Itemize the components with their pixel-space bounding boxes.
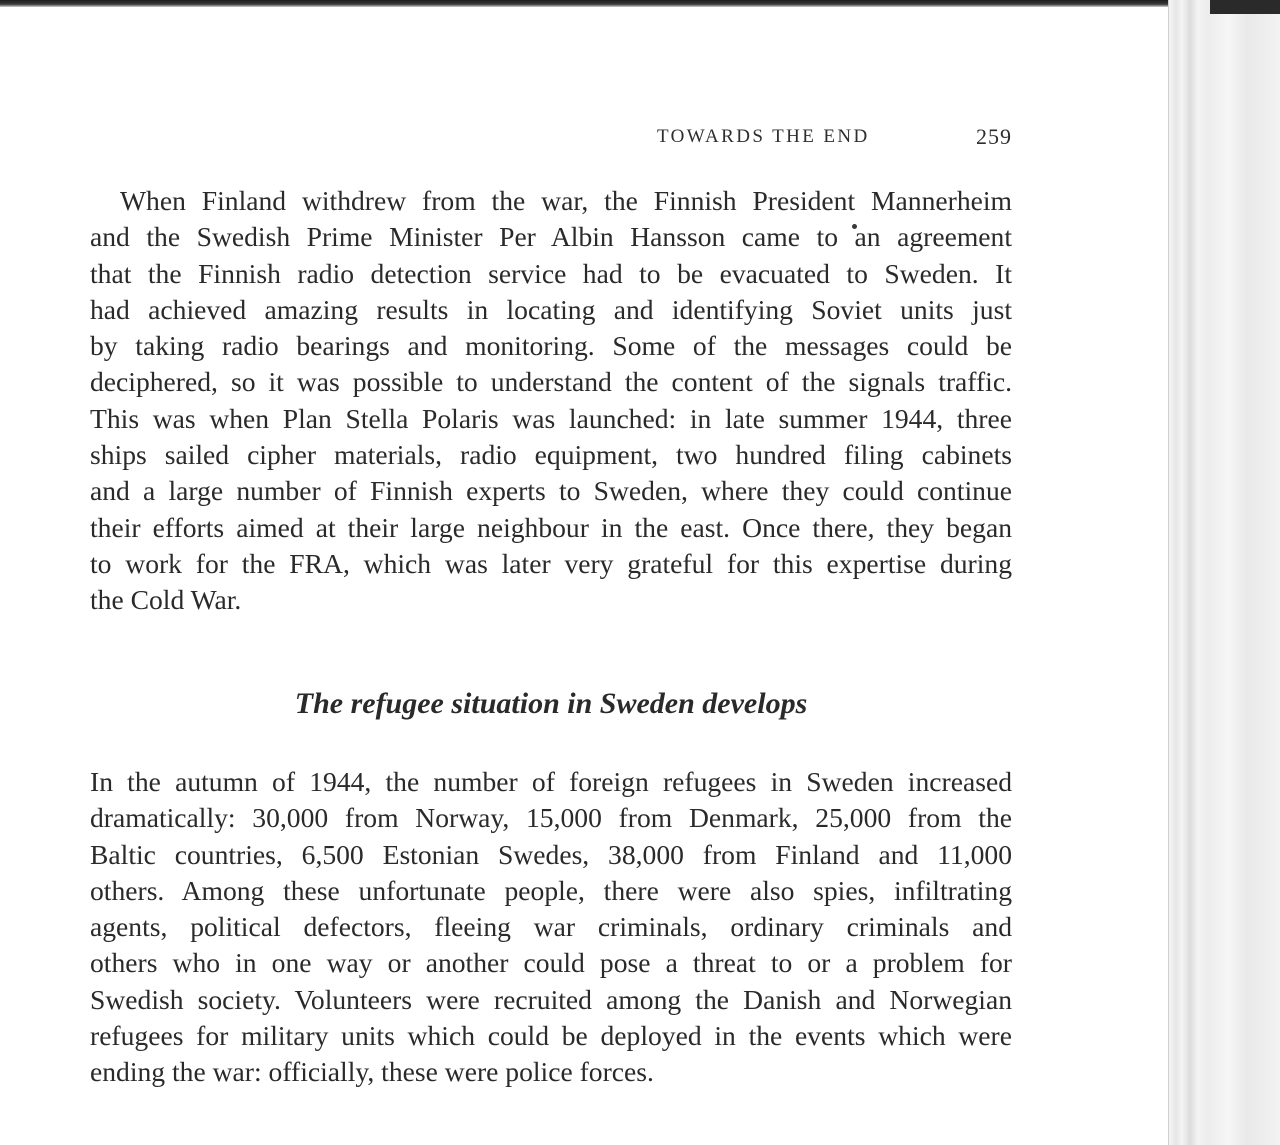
text-line: others who in one way or another could pose a threat to or a problem for	[90, 947, 1012, 979]
text-line: In the autumn of 1944, the number of foreign refugees in Sweden increased	[90, 766, 1012, 797]
text-line: to work for the FRA, which was later very grateful for this expertise during	[90, 547, 1012, 579]
scan-top-edge	[0, 0, 1180, 7]
book-page	[0, 7, 1168, 1145]
text-line: When Finland withdrew from the war, the Finnish President Mannerheim	[120, 185, 1012, 216]
running-head	[600, 122, 1012, 152]
text-line: the Cold War.	[90, 584, 242, 616]
paragraph-refugee-numbers	[90, 764, 1012, 1091]
page-stack-edge	[1168, 0, 1280, 1145]
text-line: and the Swedish Prime Minister Per Albin Hansson came to an agreement	[90, 221, 1012, 253]
text-line: their efforts aimed at their large neighbour in the east. Once there, they began	[90, 511, 1012, 543]
text-line: Baltic countries, 6,500 Estonian Swedes, 38,000 from Finland and 11,000	[90, 838, 1012, 870]
text-line: ending the war: officially, these were police forces.	[90, 1056, 654, 1088]
running-head-title: TOWARDS THE END	[657, 126, 870, 147]
text-line: others. Among these unfortunate people, there were also spies, infiltrating	[90, 874, 1012, 906]
text-line: ships sailed cipher materials, radio equipment, two hundred filing cabinets	[90, 439, 1012, 471]
text-line: refugees for military units which could be deployed in the events which were	[90, 1020, 1012, 1052]
text-line: that the Finnish radio detection service had to be evacuated to Sweden. It	[90, 257, 1012, 289]
text-line: Swedish society. Volunteers were recruited among the Danish and Norwegian	[90, 983, 1012, 1015]
text-line: dramatically: 30,000 from Norway, 15,000 from Denmark, 25,000 from the	[90, 802, 1012, 834]
text-line: agents, political defectors, fleeing war criminals, ordinary criminals and	[90, 911, 1012, 943]
section-heading: The refugee situation in Sweden develops	[294, 687, 808, 720]
text-line: and a large number of Finnish experts to Sweden, where they could continue	[90, 475, 1012, 507]
page-number: 259	[976, 124, 1012, 149]
text-line: by taking radio bearings and monitoring. Some of the messages could be	[90, 330, 1012, 362]
paragraph-mannerheim-evacuation	[90, 183, 1012, 619]
text-line: had achieved amazing results in locating and identifying Soviet units just	[90, 293, 1012, 325]
text-line: deciphered, so it was possible to understand the content of the signals traffic.	[90, 366, 1012, 398]
text-line: This was when Plan Stella Polaris was launched: in late summer 1944, three	[90, 402, 1012, 434]
